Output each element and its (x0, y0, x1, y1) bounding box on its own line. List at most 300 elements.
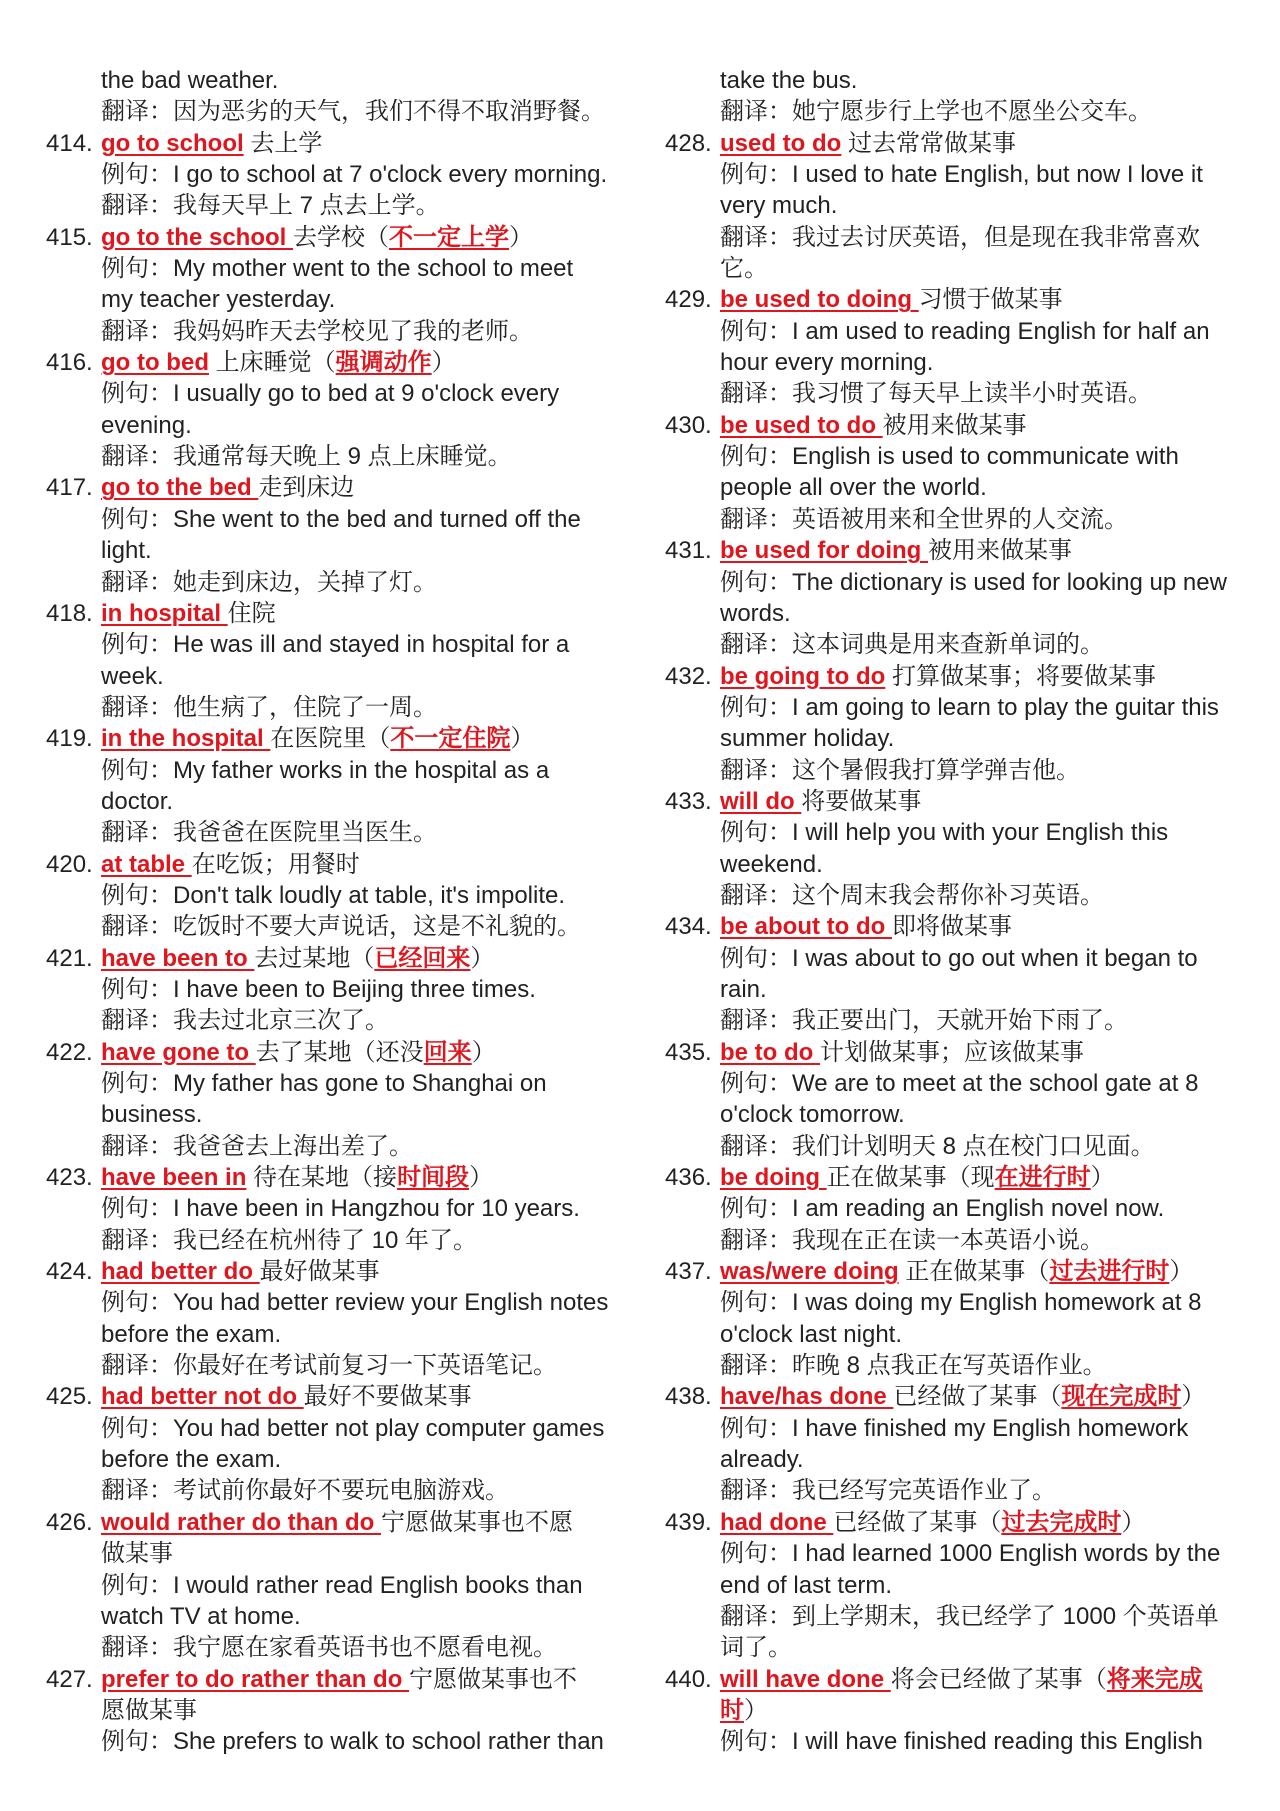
translation-label: 翻译： (101, 568, 173, 596)
example-line (665, 472, 1250, 503)
translation-line (46, 1632, 631, 1663)
example-text: I have been in Hangzhou for 10 years. (173, 1195, 580, 1223)
example-text: week. (101, 662, 164, 690)
translation-text: 我每天早上 7 点去上学。 (173, 192, 440, 220)
example-text: I had learned 1000 English words by the (792, 1540, 1221, 1568)
phrase: will have done (720, 1665, 891, 1693)
translation-text: 这个暑假我打算学弹吉他。 (792, 756, 1080, 784)
phrase: had better not do (101, 1383, 304, 1411)
example-text: watch TV at home. (101, 1602, 301, 1630)
translation-text: 昨晚 8 点我正在写英语作业。 (792, 1352, 1107, 1380)
translation-text: 我习惯了每天早上读半小时英语。 (792, 380, 1152, 408)
example-line (665, 1068, 1250, 1099)
phrase: be used to do (720, 411, 883, 439)
phrase: have gone to (101, 1038, 256, 1066)
entry-number: 435. (665, 1038, 712, 1066)
example-label: 例句： (101, 505, 173, 533)
translation-label: 翻译： (720, 1007, 792, 1035)
entry-head-line (46, 723, 631, 754)
meaning-text: ） (469, 1164, 494, 1192)
example-text: evening. (101, 411, 192, 439)
translation-text: 我宁愿在家看英语书也不愿看电视。 (173, 1634, 557, 1662)
example-line (665, 943, 1250, 974)
phrase: go to school (101, 129, 244, 157)
note-highlight: 强调动作 (335, 349, 432, 377)
translation-label: 翻译： (101, 1352, 173, 1380)
example-line (665, 1413, 1250, 1444)
entry-number: 420. (46, 850, 93, 878)
example-line (665, 1538, 1250, 1569)
meaning-text: ） (1090, 1164, 1115, 1192)
meaning-text: 正在做某事（ (898, 1258, 1050, 1286)
example-line (665, 567, 1250, 598)
example-label: 例句： (101, 1414, 173, 1442)
translation-line (665, 378, 1250, 409)
translation-text: 这本词典是用来查新单词的。 (792, 631, 1104, 659)
example-line (665, 974, 1250, 1005)
translation-line (665, 504, 1250, 535)
phrase: would rather do than do (101, 1508, 381, 1536)
entry-number: 416. (46, 349, 93, 377)
example-text: I used to hate English, but now I love it (792, 161, 1203, 189)
example-line (46, 1726, 631, 1757)
example-line (46, 1193, 631, 1224)
example-text: My mother went to the school to meet (173, 255, 574, 283)
example-line (665, 159, 1250, 190)
translation-text: 我爸爸在医院里当医生。 (173, 819, 437, 847)
meaning-text: 去上学 (243, 129, 323, 157)
note-highlight: 现在完成时 (1061, 1383, 1182, 1411)
example-text: end of last term. (720, 1571, 893, 1599)
example-line (46, 661, 631, 692)
entry-number: 433. (665, 787, 712, 815)
translation-text: 吃饭时不要大声说话，这是不礼貌的。 (173, 913, 581, 941)
entry-head-line (46, 472, 631, 503)
example-text: people all over the world. (720, 474, 987, 502)
translation-label: 翻译： (720, 380, 792, 408)
entry-head-line (46, 1037, 631, 1068)
translation-label: 翻译： (101, 98, 173, 126)
translation-line (665, 222, 1250, 253)
example-line (46, 1287, 631, 1318)
meaning-text: 打算做某事；将要做某事 (885, 662, 1156, 690)
meaning-text: 去过某地（ (254, 944, 375, 972)
entry-number: 418. (46, 599, 93, 627)
entry-number: 436. (665, 1164, 712, 1192)
meaning-text: ） (471, 1038, 496, 1066)
translation-text: 我现在正在读一本英语小说。 (792, 1226, 1104, 1254)
example-text: business. (101, 1101, 203, 1129)
meaning-text: 在医院里（ (270, 725, 391, 753)
entry-head-line (665, 786, 1250, 817)
translation-text: 我去过北京三次了。 (173, 1007, 389, 1035)
example-line (46, 755, 631, 786)
example-label: 例句： (101, 161, 173, 189)
example-line (665, 1444, 1250, 1475)
translation-line (46, 692, 631, 723)
meaning-text: ） (510, 725, 535, 753)
translation-line (46, 1005, 631, 1036)
example-line (665, 1570, 1250, 1601)
example-text: He was ill and stayed in hospital for a (173, 631, 570, 659)
entry-number: 437. (665, 1258, 712, 1286)
meaning-text: 走到床边 (258, 474, 355, 502)
example-label: 例句： (720, 944, 792, 972)
phrase: at table (101, 850, 192, 878)
example-line (46, 786, 631, 817)
entry-head-line (665, 1162, 1250, 1193)
example-text: Don't talk loudly at table, it's impolite. (173, 881, 566, 909)
example-text: The dictionary is used for looking up new (792, 568, 1227, 596)
translation-label: 翻译： (720, 756, 792, 784)
phrase: prefer to do rather than do (101, 1665, 410, 1693)
example-text: words. (720, 599, 791, 627)
example-line (665, 723, 1250, 754)
meaning-text: 宁愿做某事也不 (409, 1665, 578, 1693)
translation-label: 翻译： (101, 913, 173, 941)
translation-text: 因为恶劣的天气，我们不得不取消野餐。 (173, 98, 605, 126)
left-column (46, 65, 631, 1758)
meaning-text: 去了某地（还没 (255, 1038, 424, 1066)
example-label: 例句： (101, 975, 173, 1003)
entry-head-line (665, 661, 1250, 692)
note-highlight: 回来 (423, 1038, 472, 1066)
phrase: in hospital (101, 599, 228, 627)
example-text: before the exam. (101, 1320, 282, 1348)
meaning-text: ） (431, 349, 456, 377)
example-line (665, 1287, 1250, 1318)
example-text: doctor. (101, 787, 174, 815)
translation-label: 翻译： (720, 223, 792, 251)
meaning-text: 上床睡觉（ (208, 349, 336, 377)
entry-number: 434. (665, 913, 712, 941)
translation-text: 他生病了，住院了一周。 (173, 693, 437, 721)
translation-label: 翻译： (101, 1007, 173, 1035)
entry-head-line (665, 1381, 1250, 1412)
translation-line (665, 1350, 1250, 1381)
phrase: used to do (720, 129, 842, 157)
translation-text: 她宁愿步行上学也不愿坐公交车。 (792, 98, 1152, 126)
note-highlight: 时 (720, 1696, 744, 1724)
example-label: 例句： (720, 568, 792, 596)
phrase: have been in (101, 1164, 247, 1192)
translation-text: 英语被用来和全世界的人交流。 (792, 505, 1128, 533)
translation-line (46, 316, 631, 347)
entry-number: 432. (665, 662, 712, 690)
translation-text: 我们计划明天 8 点在校门口见面。 (792, 1132, 1155, 1160)
entry-head-line (46, 1507, 631, 1538)
translation-line (665, 629, 1250, 660)
translation-label: 翻译： (101, 819, 173, 847)
meaning-text: 做某事 (101, 1540, 173, 1568)
phrase: have/has done (720, 1383, 894, 1411)
entry-head-line (665, 1507, 1250, 1538)
example-text: My father has gone to Shanghai on (173, 1070, 547, 1097)
entry-head-line (665, 128, 1250, 159)
phrase: be doing (720, 1164, 827, 1192)
example-text: o'clock last night. (720, 1320, 903, 1348)
example-line (46, 1068, 631, 1099)
translation-label: 翻译： (101, 1477, 173, 1505)
example-line (46, 159, 631, 190)
example-label: 例句： (101, 1070, 173, 1097)
translation-line (665, 1005, 1250, 1036)
translation-line (665, 1475, 1250, 1506)
example-label: 例句： (101, 631, 173, 659)
example-text: You had better not play computer games (173, 1414, 605, 1442)
meaning-text: ） (1169, 1258, 1194, 1286)
example-text: light. (101, 537, 152, 565)
example-line (665, 316, 1250, 347)
meaning-text: 已经做了某事（ (833, 1508, 1002, 1536)
translation-label: 翻译： (101, 192, 173, 220)
entry-head-line (665, 284, 1250, 315)
translation-line (46, 817, 631, 848)
example-line (46, 253, 631, 284)
example-line (665, 1319, 1250, 1350)
example-text: o'clock tomorrow. (720, 1101, 905, 1129)
example-text: She went to the bed and turned off the (173, 505, 581, 533)
example-line (46, 1099, 631, 1130)
translation-line (46, 1225, 631, 1256)
meaning-text: ） (509, 223, 533, 251)
example-text: My father works in the hospital as a (173, 756, 550, 784)
translation-label: 翻译： (101, 443, 173, 471)
meaning-text: 被用来做某事 (928, 537, 1072, 565)
entry-head-line (46, 1695, 631, 1726)
translation-label: 翻译： (101, 1132, 173, 1160)
translation-line (665, 1131, 1250, 1162)
example-label: 例句： (101, 881, 173, 909)
entry-number: 426. (46, 1508, 93, 1536)
translation-text: 你最好在考试前复习一下英语笔记。 (173, 1352, 557, 1380)
example-text: my teacher yesterday. (101, 286, 336, 314)
example-line (665, 849, 1250, 880)
example-text: already. (720, 1446, 804, 1474)
entry-number: 415. (46, 223, 93, 251)
meaning-text: ） (1181, 1383, 1206, 1411)
example-label: 例句： (101, 1289, 173, 1317)
meaning-text: 在吃饭；用餐时 (191, 850, 360, 878)
phrase: be to do (720, 1038, 820, 1066)
meaning-text: ） (1121, 1508, 1146, 1536)
example-line (665, 347, 1250, 378)
translation-text: 我已经写完英语作业了。 (792, 1477, 1056, 1505)
example-text: I usually go to bed at 9 o'clock every (173, 380, 560, 408)
entry-head-line (665, 535, 1250, 566)
entry-head-line (46, 1538, 631, 1569)
translation-label: 翻译： (720, 1477, 792, 1505)
translation-label: 翻译： (720, 1226, 792, 1254)
note-highlight: 不一定上学 (389, 223, 509, 251)
meaning-text: 将要做某事 (801, 787, 922, 815)
phrase: be used to doing (720, 286, 919, 314)
example-line (46, 410, 631, 441)
meaning-text: ） (744, 1696, 768, 1724)
entry-head-line (665, 911, 1250, 942)
translation-label: 翻译： (720, 881, 792, 909)
entry-head-line (665, 1037, 1250, 1068)
example-line (46, 1413, 631, 1444)
translation-text: 我过去讨厌英语，但是现在我非常喜欢 (792, 223, 1200, 251)
entry-number: 425. (46, 1383, 93, 1411)
entry-head-line (46, 347, 631, 378)
translation-text: 它。 (720, 255, 768, 283)
entry-number: 438. (665, 1383, 712, 1411)
phrase: had better do (101, 1258, 260, 1286)
right-column (665, 65, 1250, 1758)
example-label: 例句： (720, 1070, 792, 1097)
translation-line (665, 1601, 1250, 1632)
example-label: 例句： (720, 317, 792, 345)
example-line (665, 692, 1250, 723)
translation-line (665, 253, 1250, 284)
example-line (46, 974, 631, 1005)
translation-label: 翻译： (720, 631, 792, 659)
entry-number: 431. (665, 537, 712, 565)
meaning-text: 最好做某事 (259, 1258, 380, 1286)
meaning-text: 过去常常做某事 (841, 129, 1016, 157)
example-line (665, 441, 1250, 472)
example-line (665, 190, 1250, 221)
example-label: 例句： (101, 1571, 173, 1599)
example-label: 例句： (720, 161, 792, 189)
entry-number: 424. (46, 1258, 93, 1286)
phrase: go to bed (101, 349, 209, 377)
entry-number: 417. (46, 474, 93, 502)
phrase: have been to (101, 944, 255, 972)
meaning-text: 愿做某事 (101, 1696, 197, 1724)
example-text: I have been to Beijing three times. (173, 975, 536, 1003)
example-text: She prefers to walk to school rather than (173, 1728, 604, 1756)
example-label: 例句： (720, 1195, 792, 1223)
example-text: You had better review your English notes (173, 1289, 609, 1317)
entry-head-line (46, 1162, 631, 1193)
phrase: go to the school (101, 223, 293, 251)
meaning-text: 正在做某事（现 (826, 1164, 995, 1192)
phrase: go to the bed (101, 474, 259, 502)
example-line (46, 1444, 631, 1475)
meaning-text: 习惯于做某事 (918, 286, 1063, 314)
entry-number: 419. (46, 725, 93, 753)
meaning-text: 去学校（ (293, 223, 389, 251)
example-line (46, 1570, 631, 1601)
example-text: take the bus. (720, 67, 858, 94)
example-label: 例句： (101, 756, 173, 784)
entry-number: 439. (665, 1508, 712, 1536)
example-text: We are to meet at the school gate at 8 (792, 1070, 1199, 1097)
translation-text: 我妈妈昨天去学校见了我的老师。 (173, 317, 533, 345)
translation-text: 我正要出门，天就开始下雨了。 (792, 1007, 1128, 1035)
translation-text: 我爸爸去上海出差了。 (173, 1132, 413, 1160)
example-line (665, 817, 1250, 848)
phrase: will do (720, 787, 802, 815)
example-label: 例句： (720, 693, 792, 721)
example-line (46, 65, 631, 96)
example-line (46, 629, 631, 660)
meaning-text: ） (470, 944, 495, 972)
entry-number: 428. (665, 129, 712, 157)
translation-label: 翻译： (720, 1352, 792, 1380)
example-text: I am used to reading English for half an (792, 317, 1210, 345)
note-highlight: 将来完成 (1106, 1665, 1203, 1693)
example-text: I would rather read English books than (173, 1571, 583, 1599)
meaning-text: 被用来做某事 (882, 411, 1027, 439)
translation-line (665, 880, 1250, 911)
translation-label: 翻译： (101, 317, 173, 345)
example-text: I have finished my English homework (792, 1414, 1189, 1442)
example-line (665, 1099, 1250, 1130)
example-text: English is used to communicate with (792, 443, 1179, 471)
example-line (46, 284, 631, 315)
translation-text: 到上学期末，我已经学了 1000 个英语单 (792, 1602, 1219, 1630)
phrase: in the hospital (101, 725, 271, 753)
entry-head-line (46, 943, 631, 974)
translation-label: 翻译： (101, 693, 173, 721)
meaning-text: 待在某地（接 (246, 1164, 398, 1192)
meaning-text: 住院 (227, 599, 276, 627)
example-label: 例句： (720, 1289, 792, 1317)
translation-line (46, 96, 631, 127)
example-text: I am reading an English novel now. (792, 1195, 1165, 1223)
phrase: be going to do (720, 662, 886, 690)
example-line (46, 504, 631, 535)
example-line (665, 1726, 1250, 1757)
entry-head-line (46, 849, 631, 880)
translation-line (665, 755, 1250, 786)
example-label: 例句： (720, 443, 792, 471)
example-text: very much. (720, 192, 838, 220)
translation-line (665, 96, 1250, 127)
translation-text: 词了。 (720, 1634, 792, 1662)
translation-line (46, 567, 631, 598)
example-text: summer holiday. (720, 725, 895, 753)
translation-line (46, 1350, 631, 1381)
entry-number: 421. (46, 944, 93, 972)
entry-number: 427. (46, 1665, 93, 1693)
example-text: I am going to learn to play the guitar this (792, 693, 1219, 721)
note-highlight: 在进行时 (994, 1164, 1091, 1192)
example-text: I go to school at 7 o'clock every morning. (173, 161, 608, 189)
entry-head-line (46, 222, 631, 253)
entry-head-line (46, 598, 631, 629)
example-text: weekend. (720, 850, 823, 878)
translation-line (46, 441, 631, 472)
example-text: I was doing my English homework at 8 (792, 1289, 1202, 1317)
entry-head-line (665, 1664, 1250, 1695)
example-label: 例句： (720, 819, 792, 847)
entry-head-line (46, 1664, 631, 1695)
meaning-text: 计划做某事；应该做某事 (819, 1038, 1084, 1066)
entry-number: 422. (46, 1038, 93, 1066)
example-label: 例句： (720, 1414, 792, 1442)
note-highlight: 不一定住院 (390, 725, 511, 753)
translation-text: 我已经在杭州待了 10 年了。 (173, 1226, 478, 1254)
translation-text: 这个周末我会帮你补习英语。 (792, 881, 1104, 909)
example-label: 例句： (101, 1195, 173, 1223)
example-line (46, 535, 631, 566)
translation-label: 翻译： (101, 1634, 173, 1662)
translation-label: 翻译： (720, 1602, 792, 1630)
note-highlight: 时间段 (397, 1164, 470, 1192)
note-highlight: 已经回来 (374, 944, 471, 972)
translation-line (665, 1225, 1250, 1256)
translation-line (665, 1632, 1250, 1663)
example-line (46, 378, 631, 409)
meaning-text: 将会已经做了某事（ (890, 1665, 1107, 1693)
entry-number: 423. (46, 1164, 93, 1192)
translation-line (46, 1131, 631, 1162)
